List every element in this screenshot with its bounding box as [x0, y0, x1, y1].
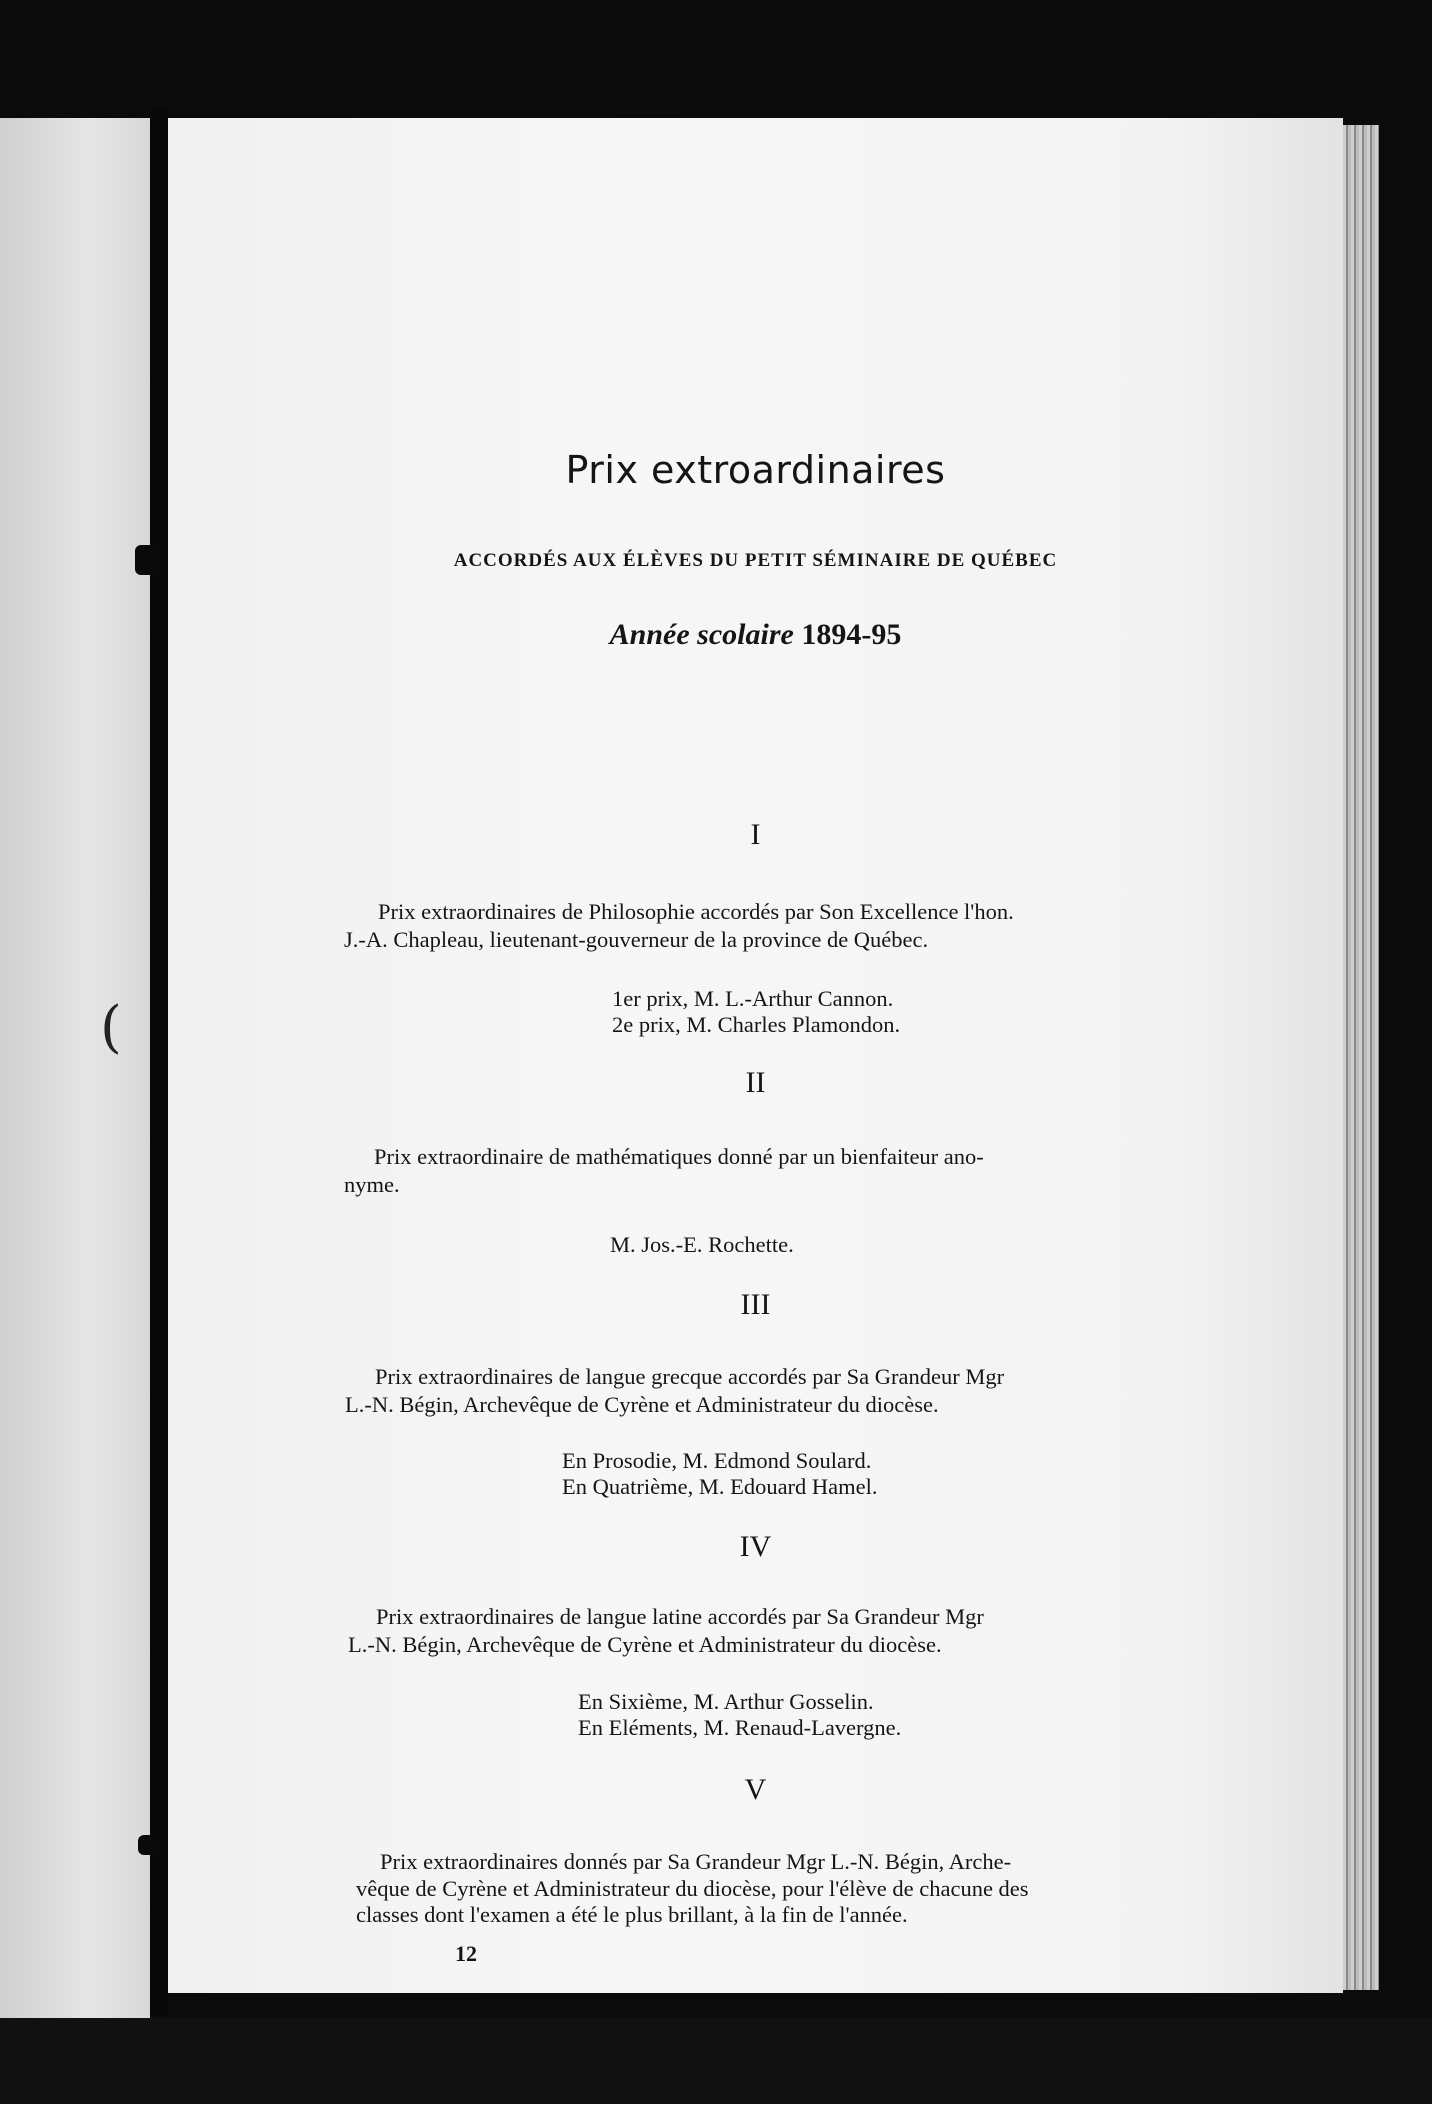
- page-subtitle: ACCORDÉS AUX ÉLÈVES DU PETIT SÉMINAIRE DE QUÉBEC: [453, 550, 1058, 571]
- section-text-line: Prix extraordinaires de langue grecque accordés par Sa Grandeur Mgr: [375, 1364, 1005, 1389]
- gutter-mark: [138, 1835, 158, 1855]
- section-text-line: classes dont l'examen a été le plus brillant, à la fin de l'année.: [356, 1902, 908, 1927]
- section-numeral: III: [740, 1288, 771, 1321]
- section-numeral: I: [750, 818, 761, 851]
- section-text-line: J.-A. Chapleau, lieutenant-gouverneur de la province de Québec.: [344, 927, 929, 952]
- book-gutter: [150, 110, 168, 2015]
- section-text-line: Prix extraordinaires de Philosophie accordés par Son Excellence l'hon.: [378, 899, 1014, 924]
- section-numeral: IV: [739, 1530, 772, 1563]
- winner-line: 2e prix, M. Charles Plamondon.: [612, 1012, 901, 1037]
- winner-line: En Quatrième, M. Edouard Hamel.: [562, 1474, 878, 1499]
- winner-line: En Sixième, M. Arthur Gosselin.: [578, 1689, 874, 1714]
- section-numeral: II: [745, 1066, 766, 1099]
- winner-line: En Eléments, M. Renaud-Lavergne.: [578, 1715, 902, 1740]
- section-text-line: nyme.: [344, 1172, 400, 1197]
- section-numeral: V: [744, 1773, 767, 1806]
- section-text-line: Prix extraordinaires de langue latine accordés par Sa Grandeur Mgr: [376, 1604, 984, 1629]
- section-text-line: Prix extraordinaire de mathématiques donné par un bienfaiteur ano-: [374, 1144, 984, 1169]
- page-title: Prix extroardinaires: [565, 448, 946, 492]
- gutter-mark: [135, 545, 161, 575]
- section-text-line: Prix extraordinaires donnés par Sa Grandeur Mgr L.-N. Bégin, Arche-: [380, 1849, 1012, 1874]
- page-number: 12: [455, 1941, 477, 1966]
- page-stack-edge: [1343, 125, 1379, 1990]
- section-text-line: L.-N. Bégin, Archevêque de Cyrène et Administrateur du diocèse.: [345, 1392, 939, 1417]
- winner-line: 1er prix, M. L.-Arthur Cannon.: [612, 986, 894, 1011]
- school-year: [168, 618, 1343, 652]
- winner-line: En Prosodie, M. Edmond Soulard.: [562, 1448, 872, 1473]
- facing-page-edge: [0, 118, 150, 2018]
- section-text-line: vêque de Cyrène et Administrateur du diocèse, pour l'élève de chacune des: [356, 1876, 1029, 1901]
- school-year-value: 1894-95: [801, 618, 902, 651]
- section-text-line: L.-N. Bégin, Archevêque de Cyrène et Administrateur du diocèse.: [348, 1632, 942, 1657]
- margin-bracket-mark: (: [100, 995, 122, 1060]
- school-year-label: Année scolaire: [609, 618, 794, 651]
- book-page: [168, 118, 1343, 1993]
- winner-line: M. Jos.-E. Rochette.: [610, 1232, 794, 1257]
- scan-border: [0, 2018, 1432, 2104]
